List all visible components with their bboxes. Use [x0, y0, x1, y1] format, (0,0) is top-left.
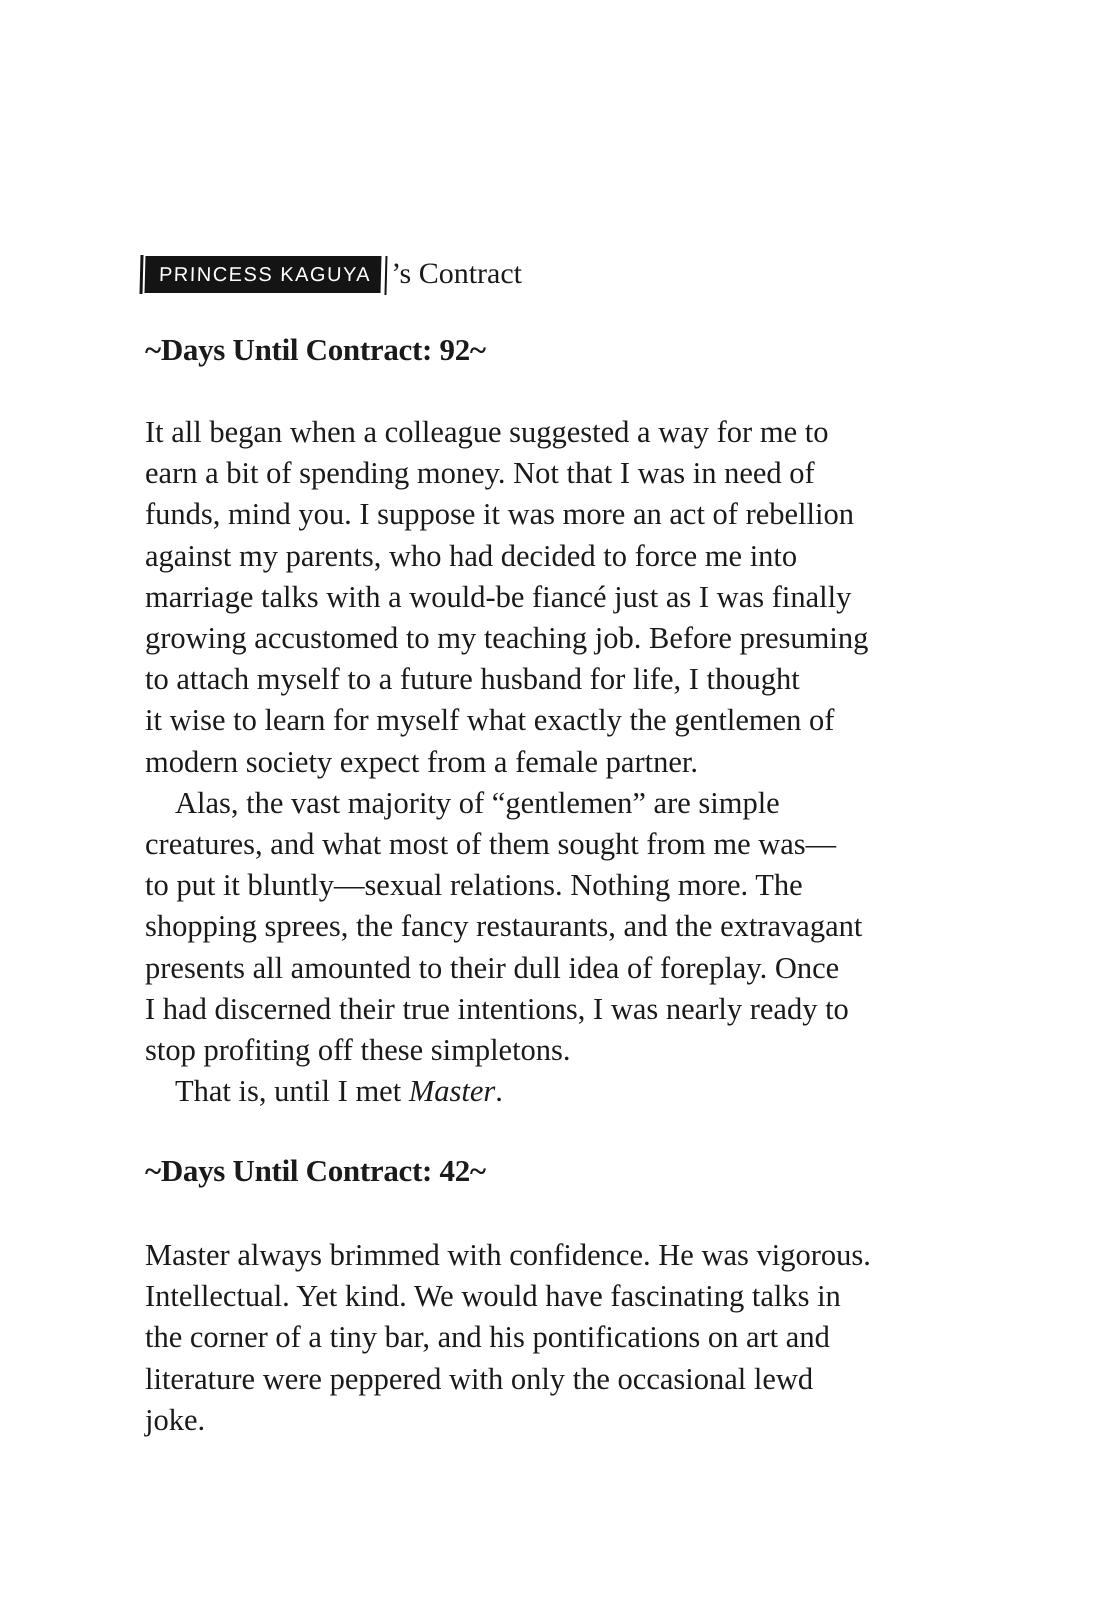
- body-line: to put it bluntly—sexual relations. Nothing more. The: [145, 868, 803, 903]
- body-line: I had discerned their true intentions, I was nearly ready to: [145, 991, 849, 1026]
- body-line: growing accustomed to my teaching job. Before presuming: [145, 621, 869, 656]
- body-line: modern society expect from a female partner.: [145, 744, 698, 779]
- body-line: literature were peppered with only the occasional lewd: [145, 1361, 814, 1396]
- closing-emphasis: Master: [408, 1074, 496, 1109]
- section-heading-42: ~Days Until Contract: 42~: [145, 1153, 486, 1188]
- chapter-title-suffix: ’s Contract: [391, 257, 522, 290]
- chapter-title: [145, 253, 522, 295]
- body-line: funds, mind you. I suppose it was more an act of rebellion: [145, 497, 854, 532]
- closing-suffix: .: [495, 1074, 503, 1109]
- body-line: joke.: [145, 1402, 206, 1437]
- body-line: to attach myself to a future husband for life, I thought: [145, 662, 800, 697]
- section-body-92: [145, 412, 955, 1112]
- body-line: earn a bit of spending money. Not that I was in need of: [145, 456, 815, 491]
- body-line: presents all amounted to their dull idea of foreplay. Once: [145, 950, 840, 985]
- body-line: It all began when a colleague suggested a way for me to: [145, 415, 829, 449]
- body-line: marriage talks with a would-be fiancé just as I was finally: [145, 579, 852, 614]
- closing-prefix: That is, until I met: [175, 1074, 409, 1109]
- body-line: Intellectual. Yet kind. We would have fascinating talks in: [145, 1279, 841, 1314]
- body-line: Alas, the vast majority of “gentlemen” are simple: [175, 785, 780, 820]
- body-line: creatures, and what most of them sought from me was—: [145, 827, 837, 862]
- body-line: against my parents, who had decided to force me into: [145, 538, 798, 573]
- section-body-42: [145, 1235, 955, 1441]
- body-line: stop profiting off these simpletons.: [145, 1033, 571, 1068]
- section-heading-92: ~Days Until Contract: 92~: [145, 332, 486, 367]
- body-line: Master always brimmed with confidence. He was vigorous.: [145, 1238, 871, 1272]
- body-line: shopping sprees, the fancy restaurants, and the extravagant: [145, 909, 863, 944]
- body-line-closing: [145, 1071, 955, 1112]
- body-line: the corner of a tiny bar, and his pontifications on art and: [145, 1320, 830, 1355]
- body-line: it wise to learn for myself what exactly the gentlemen of: [145, 703, 835, 738]
- redacted-name-stamp: PRINCESS KAGUYA: [145, 256, 382, 293]
